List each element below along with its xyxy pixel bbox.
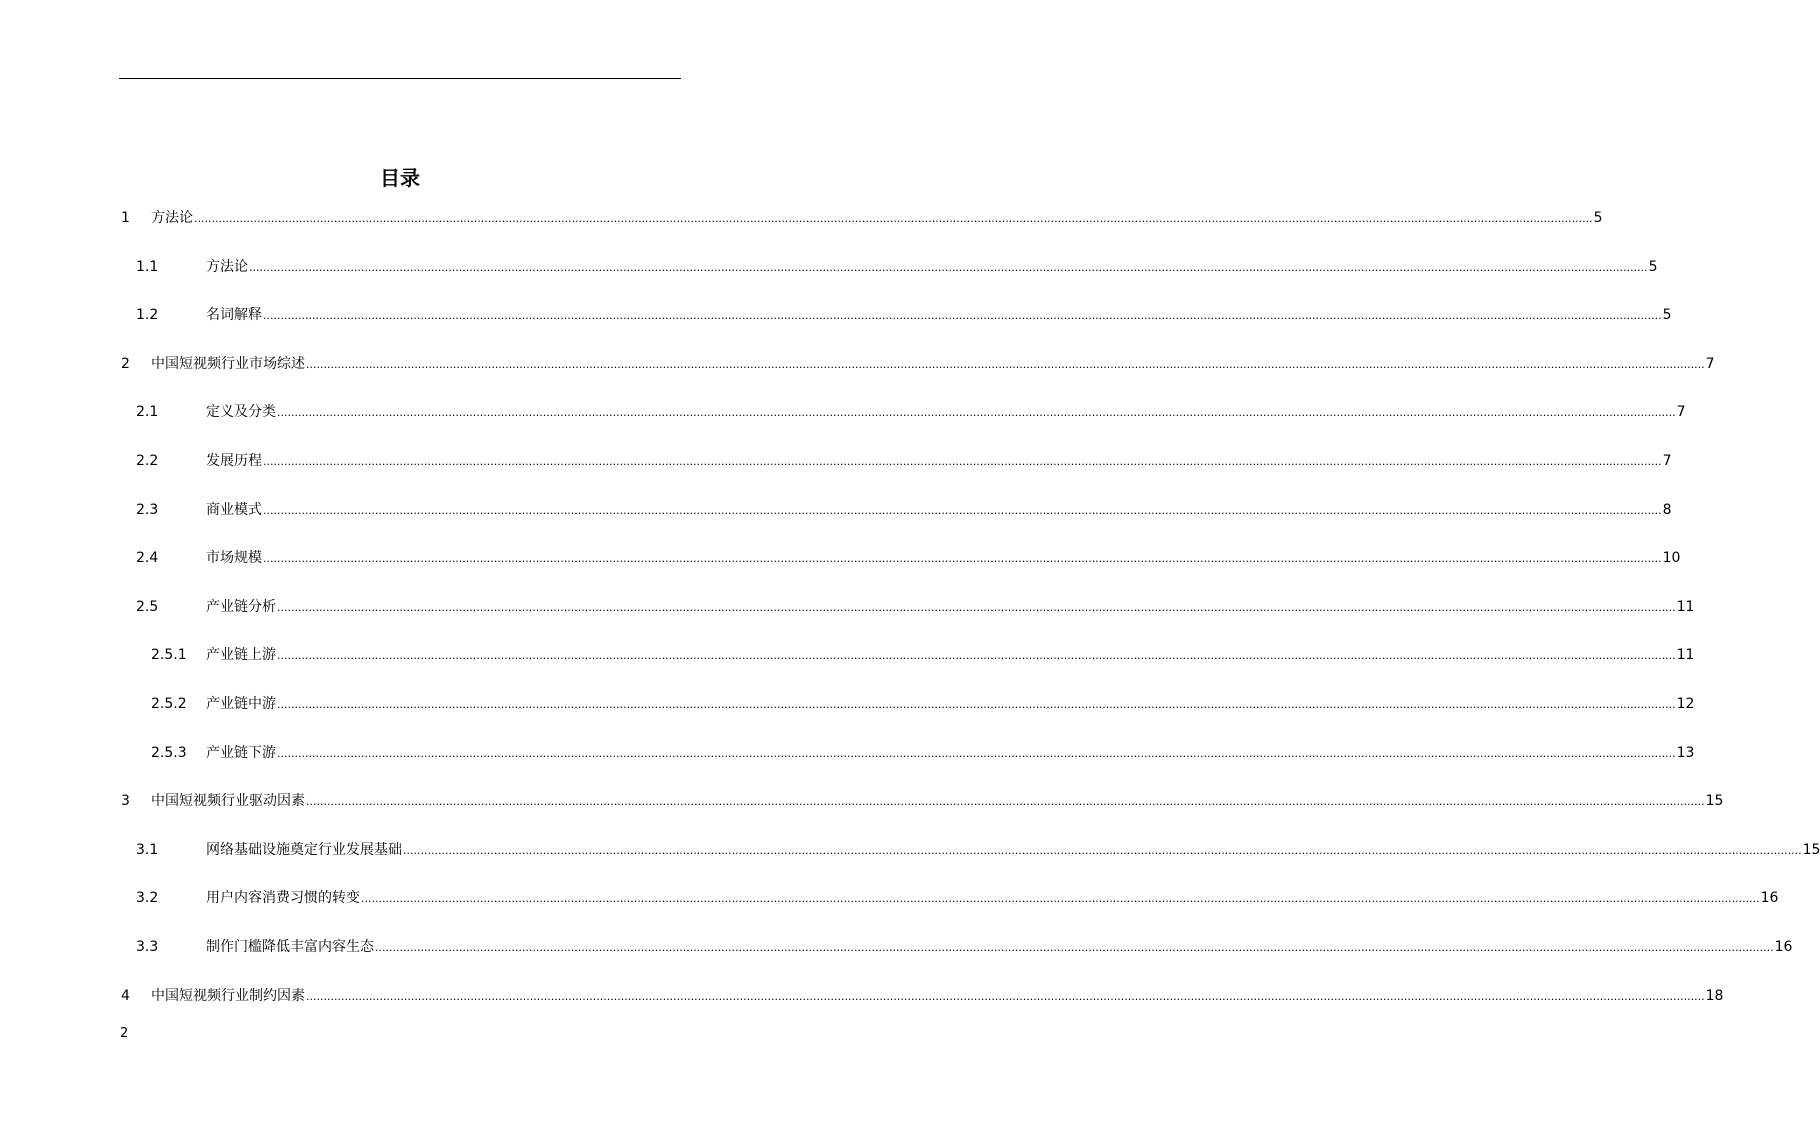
toc-entry-page: 12	[1676, 696, 1695, 712]
toc-entry[interactable]	[0, 839, 1820, 861]
toc-dot-leader: ................................................................................................................................................................................................................................................................................................................................................................................................................	[263, 504, 1662, 517]
toc-entry-number: 2.2	[136, 453, 159, 469]
toc-entry[interactable]	[0, 207, 1603, 229]
toc-entry-page: 5	[1593, 210, 1603, 226]
toc-entry-label: 发展历程	[206, 453, 262, 469]
toc-entry-number: 2.1	[136, 404, 159, 420]
toc-entry-label: 定义及分类	[206, 404, 276, 420]
toc-dot-leader: ................................................................................................................................................................................................................................................................................................................................................................................................................	[249, 261, 1648, 274]
toc-entry-page: 15	[1802, 842, 1820, 858]
toc-title: 目录	[380, 166, 420, 190]
toc-entry-page: 11	[1676, 647, 1695, 663]
toc-entry[interactable]	[0, 256, 1658, 278]
toc-entry[interactable]	[0, 450, 1672, 472]
toc-entry-number: 2.5.2	[151, 696, 187, 712]
toc-entry-number: 1.2	[136, 307, 159, 323]
toc-dot-leader: ................................................................................................................................................................................................................................................................................................................................................................................................................	[277, 747, 1676, 760]
toc-entry-number: 2.5	[136, 599, 159, 615]
toc-entry-number: 3	[121, 793, 130, 809]
page-number: 2	[120, 1026, 129, 1041]
toc-entry[interactable]	[0, 547, 1681, 569]
toc-dot-leader: ................................................................................................................................................................................................................................................................................................................................................................................................................	[375, 941, 1774, 954]
toc-entry-page: 7	[1676, 404, 1686, 420]
toc-entry-page: 10	[1662, 550, 1681, 566]
toc-entry-label: 产业链下游	[206, 745, 276, 761]
toc-entry[interactable]	[0, 790, 1724, 812]
toc-entry-label: 市场规模	[206, 550, 262, 566]
toc-entry-line	[206, 742, 1695, 765]
toc-entry-line	[206, 839, 1820, 862]
toc-entry-line	[151, 985, 1724, 1008]
toc-dot-leader: ................................................................................................................................................................................................................................................................................................................................................................................................................	[403, 844, 1802, 857]
toc-entry-line	[206, 887, 1779, 910]
toc-entry-line	[151, 207, 1603, 230]
toc-dot-leader: ................................................................................................................................................................................................................................................................................................................................................................................................................	[277, 406, 1676, 419]
toc-entry[interactable]	[0, 353, 1715, 375]
toc-dot-leader: ................................................................................................................................................................................................................................................................................................................................................................................................................	[277, 601, 1676, 614]
toc-entry-line	[206, 499, 1672, 522]
toc-entry-number: 1.1	[136, 259, 159, 275]
toc-entry-label: 制作门槛降低丰富内容生态	[206, 939, 374, 955]
toc-entry[interactable]	[0, 887, 1779, 909]
toc-entry-line	[206, 693, 1695, 716]
toc-entry-page: 7	[1662, 453, 1672, 469]
toc-entry-label: 中国短视频行业制约因素	[151, 988, 305, 1004]
toc-entry-label: 产业链中游	[206, 696, 276, 712]
toc-dot-leader: ................................................................................................................................................................................................................................................................................................................................................................................................................	[277, 698, 1676, 711]
toc-entry-page: 18	[1705, 988, 1724, 1004]
toc-dot-leader: ................................................................................................................................................................................................................................................................................................................................................................................................................	[306, 358, 1705, 371]
toc-entry-label: 网络基础设施奠定行业发展基础	[206, 842, 402, 858]
toc-entry-number: 3.2	[136, 890, 159, 906]
toc-dot-leader: ................................................................................................................................................................................................................................................................................................................................................................................................................	[263, 455, 1662, 468]
toc-entry-number: 2.3	[136, 502, 159, 518]
toc-entry-page: 16	[1774, 939, 1793, 955]
toc-entry-line	[151, 353, 1715, 376]
toc-entry-label: 用户内容消费习惯的转变	[206, 890, 360, 906]
toc-entry-page: 11	[1676, 599, 1695, 615]
toc-entry-line	[206, 256, 1658, 279]
toc-entry[interactable]	[0, 596, 1695, 618]
toc-dot-leader: ................................................................................................................................................................................................................................................................................................................................................................................................................	[263, 552, 1662, 565]
toc-dot-leader: ................................................................................................................................................................................................................................................................................................................................................................................................................	[277, 649, 1676, 662]
toc-entry-line	[206, 936, 1793, 959]
toc-entry-number: 4	[121, 988, 130, 1004]
toc-entry[interactable]	[0, 693, 1695, 715]
toc-entry[interactable]	[0, 742, 1695, 764]
toc-entry-label: 方法论	[206, 259, 248, 275]
toc-entry-line	[206, 596, 1695, 619]
toc-entry-line	[206, 547, 1681, 570]
toc-entry[interactable]	[0, 304, 1672, 326]
toc-entry-line	[206, 304, 1672, 327]
toc-entry-number: 3.1	[136, 842, 159, 858]
toc-entry-number: 2.4	[136, 550, 159, 566]
toc-entry-page: 16	[1760, 890, 1779, 906]
toc-entry-line	[206, 644, 1695, 667]
toc-entry-label: 中国短视频行业市场综述	[151, 356, 305, 372]
toc-entry[interactable]	[0, 936, 1793, 958]
toc-entry-label: 中国短视频行业驱动因素	[151, 793, 305, 809]
toc-dot-leader: ................................................................................................................................................................................................................................................................................................................................................................................................................	[194, 212, 1593, 225]
toc-entry-number: 2.5.1	[151, 647, 187, 663]
toc-dot-leader: ................................................................................................................................................................................................................................................................................................................................................................................................................	[361, 892, 1760, 905]
toc-entry-page: 7	[1705, 356, 1715, 372]
toc-entry-label: 产业链上游	[206, 647, 276, 663]
toc-entry-label: 产业链分析	[206, 599, 276, 615]
toc-dot-leader: ................................................................................................................................................................................................................................................................................................................................................................................................................	[263, 309, 1662, 322]
toc-entry-label: 方法论	[151, 210, 193, 226]
toc-dot-leader: ................................................................................................................................................................................................................................................................................................................................................................................................................	[306, 795, 1705, 808]
toc-entry-number: 2.5.3	[151, 745, 187, 761]
toc-entry-line	[206, 401, 1686, 424]
toc-entry-page: 13	[1676, 745, 1695, 761]
toc-entry-page: 5	[1648, 259, 1658, 275]
toc-entry-number: 3.3	[136, 939, 159, 955]
toc-entry-page: 8	[1662, 502, 1672, 518]
toc-entry-number: 2	[121, 356, 130, 372]
toc-dot-leader: ................................................................................................................................................................................................................................................................................................................................................................................................................	[306, 990, 1705, 1003]
toc-entry[interactable]	[0, 499, 1672, 521]
toc-entry-line	[206, 450, 1672, 473]
toc-entry-line	[151, 790, 1724, 813]
toc-entry-page: 5	[1662, 307, 1672, 323]
toc-entry-number: 1	[121, 210, 130, 226]
toc-entry[interactable]	[0, 985, 1724, 1007]
toc-entry[interactable]	[0, 401, 1686, 423]
toc-entry-label: 商业模式	[206, 502, 262, 518]
toc-entry[interactable]	[0, 644, 1695, 666]
toc-entry-page: 15	[1705, 793, 1724, 809]
toc-entry-label: 名词解释	[206, 307, 262, 323]
